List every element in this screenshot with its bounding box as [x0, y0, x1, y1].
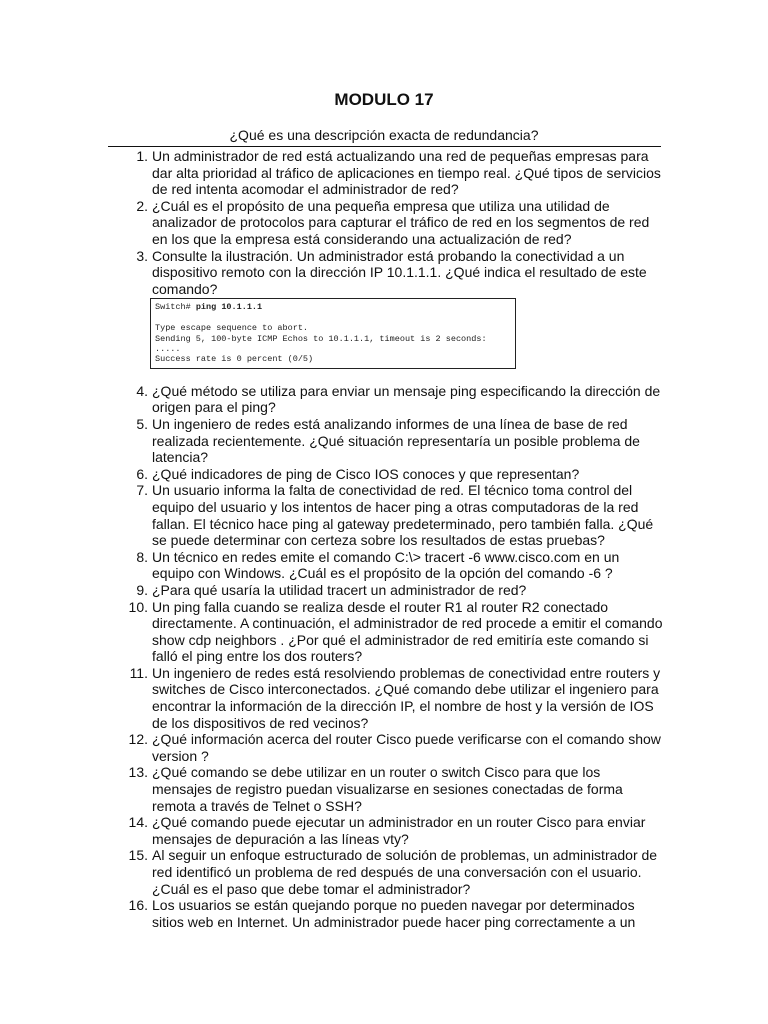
item-number: 13. [128, 764, 148, 781]
item-text: Un administrador de red está actualizando una red de pequeñas empresas para dar alta prioridad al tráfico de aplicaciones en tiempo real. ¿Qué tipos de servicios de red intenta acomodar el administrador de red? [152, 148, 661, 198]
item-text: Al seguir un enfoque estructurado de solución de problemas, un administrador de red identificó un problema de red después de una conversación con el usuario. ¿Cuál es el paso que debe tomar el administrador? [152, 847, 658, 897]
list-item [108, 814, 664, 847]
item-text: ¿Qué indicadores de ping de Cisco IOS conoces y que representan? [152, 465, 580, 482]
list-item [108, 466, 664, 483]
item-number: 3. [136, 247, 148, 264]
item-text: Un ping falla cuando se realiza desde el router R1 al router R2 conectado directamente. A continuación, el administrador de red procede a emitir el comando show cdp neighbors . ¿Por qué el administrador de red emitiría este comando si falló el ping entre los dos routers? [152, 598, 663, 665]
list-item [108, 897, 664, 930]
terminal-line: Type escape sequence to abort. [155, 323, 309, 334]
item-number: 4. [136, 382, 148, 399]
list-item [108, 416, 664, 466]
item-number: 14. [128, 814, 148, 831]
terminal-output [150, 298, 516, 368]
item-text: ¿Qué comando se debe utilizar en un router o switch Cisco para que los mensajes de registro puedan visualizarse en sesiones conectadas de forma remota a través de Telnet o SSH? [152, 764, 623, 814]
terminal-line: Success rate is 0 percent (0/5) [155, 354, 314, 365]
item-number: 10. [128, 598, 148, 615]
question-list [108, 148, 664, 930]
item-text: Los usuarios se están quejando porque no pueden navegar por determinados sitios web en Internet. Un administrador puede hacer ping correctamente a un [152, 897, 636, 930]
list-item [108, 383, 664, 416]
list-item [108, 599, 664, 665]
item-text: ¿Qué comando puede ejecutar un administrador en un router Cisco para enviar mensajes de depuración a las líneas vty? [152, 814, 646, 847]
item-number: 9. [136, 581, 148, 598]
item-number: 11. [129, 664, 148, 681]
item-text: Consulte la ilustración. Un administrador está probando la conectividad a un dispositivo remoto con la dirección IP 10.1.1.1. ¿Qué indica el resultado de este comando? [152, 247, 647, 297]
list-item [108, 665, 664, 731]
list-item [108, 148, 664, 198]
page-title: MODULO 17 [334, 90, 434, 109]
terminal-line: ..... [155, 343, 181, 354]
item-number: 2. [136, 197, 148, 214]
terminal-line: Sending 5, 100-byte ICMP Echos to 10.1.1.1, timeout is 2 seconds: [155, 333, 487, 344]
item-number: 6. [136, 465, 148, 482]
item-text: ¿Qué información acerca del router Cisco puede verificarse con el comando show version ? [152, 731, 661, 764]
item-text: Un ingeniero de redes está resolviendo problemas de conectividad entre routers y switches de Cisco interconectados. ¿Qué comando debe utilizar el ingeniero para encontrar la información de la dirección IP, el nombre de host y la versión de IOS de los dispositivos de red vecinos? [152, 664, 661, 731]
list-item [108, 764, 664, 814]
list-item [108, 248, 664, 369]
item-number: 5. [136, 415, 148, 432]
item-number: 15. [128, 847, 148, 864]
terminal-prompt: Switch# [155, 302, 196, 313]
terminal-command: ping 10.1.1.1 [195, 302, 263, 313]
divider [108, 146, 661, 147]
item-text: Un técnico en redes emite el comando C:\> tracert -6 www.cisco.com en un equipo con Windows. ¿Cuál es el propósito de la opción del comando -6 ? [152, 548, 620, 582]
item-text: ¿Qué método se utiliza para enviar un mensaje ping especificando la dirección de origen para el ping? [152, 382, 661, 416]
item-number: 16. [128, 897, 148, 914]
item-text: ¿Cuál es el propósito de una pequeña empresa que utiliza una utilidad de analizador de protocolos para capturar el tráfico de red en los segmentos de red en los que la empresa está considerando una actualización de red? [152, 197, 650, 247]
page-subtitle: ¿Qué es una descripción exacta de redundancia? [229, 127, 539, 143]
list-item [108, 731, 664, 764]
item-text: Un ingeniero de redes está analizando informes de una línea de base de red realizada recientemente. ¿Qué situación representaría un posible problema de latencia? [152, 415, 640, 466]
item-number: 8. [136, 548, 148, 565]
item-number: 12. [128, 731, 148, 748]
item-number: 1. [136, 148, 148, 164]
list-item [108, 198, 664, 248]
list-item [108, 549, 664, 582]
item-text: ¿Para qué usaría la utilidad tracert un administrador de red? [152, 581, 527, 598]
list-item [108, 847, 664, 897]
item-text: Un usuario informa la falta de conectividad de red. El técnico toma control del equipo del usuario y los intentos de hacer ping a otras computadoras de la red fallan. El técnico hace ping al gateway predeterminado, pero también falla. ¿Qué se puede determinar con certeza sobre los resultados de estas pruebas? [152, 482, 654, 549]
list-item [108, 582, 664, 599]
list-item [108, 482, 664, 548]
item-number: 7. [136, 482, 148, 499]
